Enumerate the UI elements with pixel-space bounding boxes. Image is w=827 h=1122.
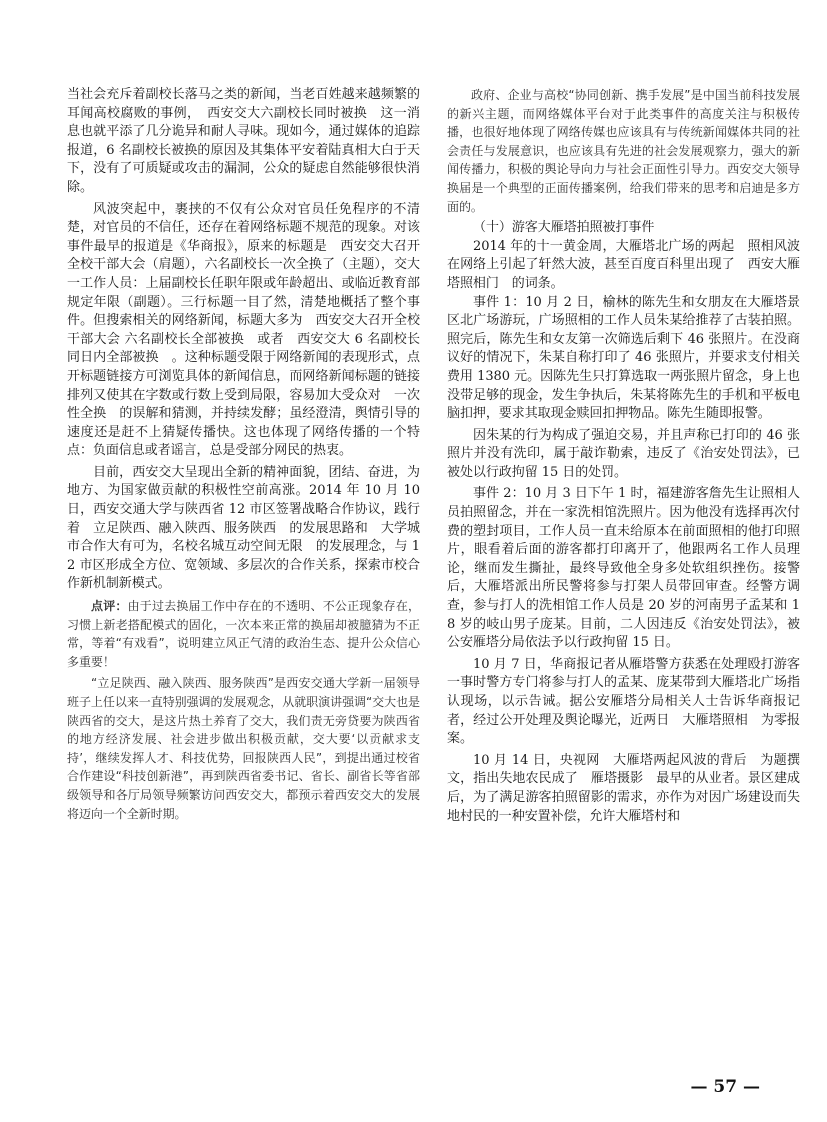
commentary-paragraph: 政府、企业与高校“协同创新、携手发展”是中国当前科技发展的新兴主题，而网络媒体平台对于此类事件的高度关注与积极传播，也很好地体现了网络传媒也应该具有与传统新闻媒体共同的社会责任与发展意识，也应该具有先进的社会发展观察力，强大的新闻传播力，积极的舆论导向力与社会正面性引导力。西安交大领导换届是一个典型的正面传播案例，给我们带来的思考和启迪是多方面的。 [447, 88, 800, 214]
paragraph: 10 月 14 日，央视网 大雁塔两起风波的背后 为题撰文，指出失地农民成了 雁塔摄影 最早的从业者。景区建成后，为了满足游客拍照留影的需求，亦作为对因广场建设而失地村民的一种安置补偿，允许大雁塔村和 [447, 752, 800, 824]
commentary-paragraph: “立足陕西、融入陕西、服务陕西”是西安交通大学新一届领导班子上任以来一直特别强调的发展观念，从就职演讲强调“交大也是陕西省的交大，是这片热土养育了交大，我们责无旁贷要为陕西省的地方经济发展、社会进步做出积极贡献，交大要‘以贡献求支持’，继续发挥人才、科技优势，回报陕西人民”，到提出通过校省合作建设“科技创新港”，再到陕西省委书记、省长、副省长等省部级领导和各厅局领导频繁访问西安交大，都预示着西安交大的发展将迈向一个全新时期。 [67, 676, 420, 821]
paragraph: 10 月 7 日，华商报记者从雁塔警方获悉在处理殴打游客一事时警方专门将参与打人的孟某、庞某带到大雁塔北广场指认现场，以示告诫。据公安雁塔分局相关人士告诉华商报记者，经过公开处理及舆论曝光，近两日 大雁塔照相 为零报案。 [447, 656, 800, 747]
comment-body: 由于过去换届工作中存在的不透明、不公正现象存在，习惯上新老搭配模式的固化，一次本来正常的换届却被臆猜为不正常，等着“有戏看”，说明建立风正气清的政治生态、提升公众信心多重要！ [67, 599, 420, 669]
comment-paragraph [67, 597, 420, 671]
comment-lead: 点评： [91, 599, 128, 614]
paragraph: 因朱某的行为构成了强迫交易，并且声称已打印的 46 张照片并没有洗印，属于敲诈勒索，违反了《治安处罚法》，已被处以行政拘留 15 日的处罚。 [447, 427, 800, 480]
paragraph: 事件 2：10 月 3 日下午 1 时，福建游客詹先生让照相人员拍照留念，并在一家洗相馆洗照片。因为他没有选择再次付费的塑封项目，工作人员一直未给原本在前面照相的他打印照片，眼看着后面的游客都打印离开了，他跟两名工作人员理论，继而发生撕扯，最终导致他全身多处软组织挫伤。接警后，大雁塔派出所民警将参与打架人员带回审查。经警方调查，参与打人的洗相馆工作人员是 20 岁的河南男子孟某和 18 岁的岐山男子庞某。目前，二人因违反《治安处罚法》，被公安雁塔分局依法予以行政拘留 15 日。 [447, 486, 800, 651]
page-number: — 57 — [690, 1077, 760, 1097]
right-column [447, 86, 800, 826]
paragraph: 风波突起中，裹挟的不仅有公众对官员任免程序的不清楚，对官员的不信任，还存在着网络标题不规范的现象。对该事件最早的报道是《华商报》，原来的标题是 西安交大召开全校干部大会（肩题），六名副校长一次全换了（主题），交大一工作人员：上届副校长任职年限或年龄超出、或临近教育部规定年限（副题）。三行标题一目了然，清楚地概括了整个事件。但搜索相关的网络新闻，标题大多为 西安交大召开全校干部大会 六名副校长全部被换 或者 西安交大 6 名副校长同日内全部被换 。这种标题受限于网络新闻的表现形式，点开标题链接方可浏览具体的新闻信息，而网络新闻标题的链接排列又使其在字数或行数上受到局限，容易加大受众对 一次性全换 的误解和猜测，并持续发酵；虽经澄清，舆情引导的速度还是赶不上猜疑传播快。这也体现了网络传播的一个特点：负面信息或者谣言，总是受部分网民的热衷。 [67, 201, 420, 459]
paragraph: 2014 年的十一黄金周，大雁塔北广场的两起 照相风波在网络上引起了轩然大波，甚至百度百科里出现了 西安大雁塔照相门 的词条。 [447, 238, 800, 291]
paragraph: 目前，西安交大呈现出全新的精神面貌，团结、奋进，为地方、为国家做贡献的积极性空前高涨。2014 年 10 月 10 日，西安交通大学与陕西省 12 市区签署战略合作协议，践行着 立足陕西、融入陕西、服务陕西 的发展思路和 大学城市合作大有可为，名校名城互动空间无限 的发展理念，与 12 市区形成全方位、宽领域、多层次的合作关系，探索市校合作新机制新模式。 [67, 464, 420, 592]
paragraph: 当社会充斥着副校长落马之类的新闻，当老百姓越来越频繁的耳闻高校腐败的事例， 西安交大六副校长同时被换 这一消息也就平添了几分诡异和耐人寻味。现如今，通过媒体的追踪报道，6 名副校长被换的原因及其集体平安着陆真相大白于天下，没有了可质疑或攻击的漏洞，公众的疑虑自然能够很快消除。 [67, 87, 420, 195]
paragraph: 事件 1：10 月 2 日，榆林的陈先生和女朋友在大雁塔景区北广场游玩，广场照相的工作人员朱某给推荐了古装拍照。照完后，陈先生和女友第一次筛选后剩下 46 张照片。在没商议好的情况下，朱某自称打印了 46 张照片，并要求支付相关费用 1380 元。因陈先生只打算选取一两张照片留念，身上也没带足够的现金，发生争执后，朱某将陈先生的手机和平板电脑扣押，要求其取现金赎回扣押物品。陈先生随即报警。 [447, 294, 800, 422]
left-column [67, 86, 420, 823]
section-heading: （十）游客大雁塔拍照被打事件 [473, 220, 655, 236]
